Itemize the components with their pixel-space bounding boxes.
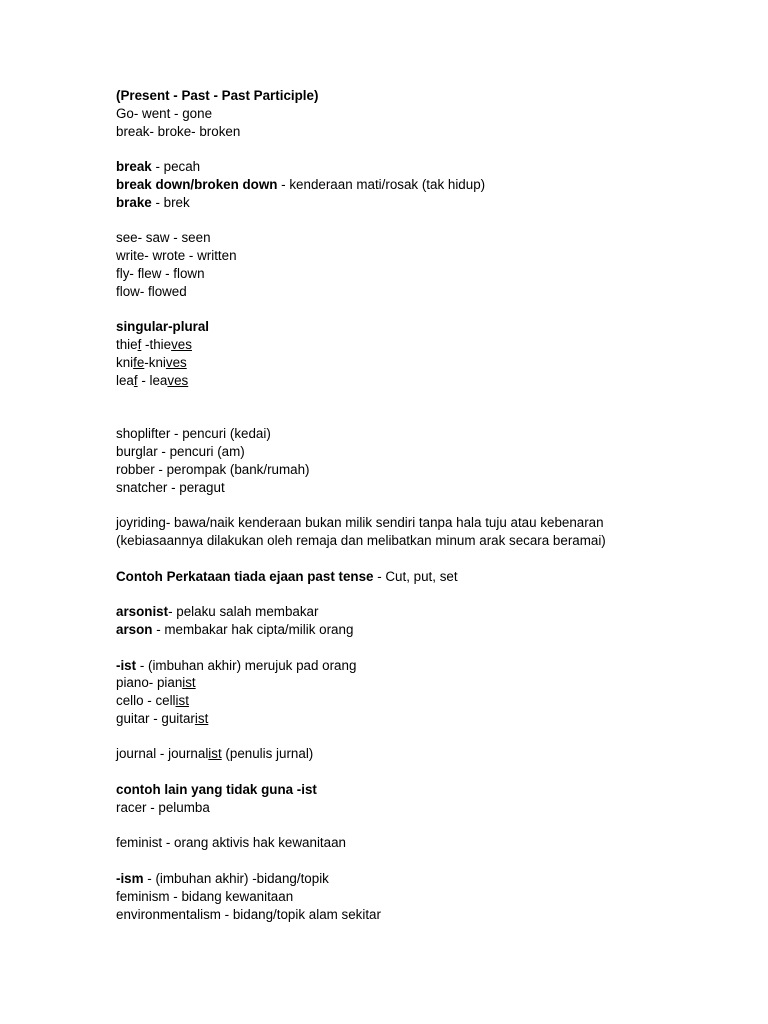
vocab-line: racer - pelumba: [116, 799, 210, 815]
definition-line: [116, 176, 756, 194]
example-line: piano- pianist: [116, 675, 196, 691]
vocab-line: environmentalism - bidang/topik alam sekitar: [116, 906, 381, 922]
definition-line: [116, 603, 756, 621]
definition-line: [116, 194, 756, 212]
term: arson: [116, 621, 153, 637]
blank-line: [116, 639, 756, 657]
blank-line: [116, 496, 756, 514]
verb-line: fly- flew - flown: [116, 265, 205, 281]
blank-line: [116, 728, 756, 746]
term: -ism: [116, 871, 144, 887]
term: Contoh Perkataan tiada ejaan past tense: [116, 568, 374, 584]
definition: - membakar hak cipta/milik orang: [152, 621, 354, 637]
definition: - kenderaan mati/rosak (tak hidup): [277, 176, 486, 192]
plural-line: thief -thieves: [116, 337, 192, 353]
vocab-line: feminist - orang aktivis hak kewanitaan: [116, 835, 346, 851]
term: -ist: [116, 657, 137, 673]
tense-line: break- broke- broken: [116, 123, 241, 139]
joyriding-line: joyriding- bawa/naik kenderaan bukan milik sendiri tanpa hala tuju atau kebenaran: [116, 515, 604, 531]
example-line: guitar - guitarist: [116, 710, 209, 726]
document-body: [116, 87, 756, 923]
blank-line: [116, 301, 756, 319]
definition-line: [116, 870, 756, 888]
example-line: journal - journalist (penulis jurnal): [116, 746, 314, 762]
blank-line: [116, 852, 756, 870]
vocab-line: snatcher - peragut: [116, 479, 225, 495]
definition-line: [116, 621, 756, 639]
definition: - Cut, put, set: [373, 568, 458, 584]
definition-line: [116, 158, 756, 176]
definition: - pecah: [151, 159, 201, 175]
definition: - (imbuhan akhir) merujuk pad orang: [136, 657, 357, 673]
plural-heading: singular-plural: [116, 319, 210, 335]
blank-line: [116, 140, 756, 158]
definition: - (imbuhan akhir) -bidang/topik: [143, 871, 329, 887]
plural-line: knife-knives: [116, 354, 187, 370]
term: brake: [116, 194, 152, 210]
definition-line: [116, 568, 756, 586]
term: arsonist: [116, 604, 169, 620]
definition-line: [116, 657, 756, 675]
term: break down/broken down: [116, 176, 278, 192]
vocab-line: robber - perompak (bank/rumah): [116, 461, 310, 477]
other-heading: contoh lain yang tidak guna -ist: [116, 782, 317, 798]
definition: - brek: [151, 194, 190, 210]
blank-line: [116, 212, 756, 230]
definition: - pelaku salah membakar: [168, 604, 319, 620]
term: break: [116, 159, 152, 175]
blank-line: [116, 817, 756, 835]
plural-line: leaf - leaves: [116, 372, 189, 388]
blank-line: [116, 585, 756, 603]
vocab-line: feminism - bidang kewanitaan: [116, 888, 294, 904]
verb-line: write- wrote - written: [116, 248, 237, 264]
blank-line: [116, 390, 756, 426]
vocab-line: shoplifter - pencuri (kedai): [116, 426, 271, 442]
tense-line: Go- went - gone: [116, 105, 213, 121]
joyriding-line: (kebiasaannya dilakukan oleh remaja dan melibatkan minum arak secara beramai): [116, 532, 606, 548]
blank-line: [116, 763, 756, 781]
verb-line: see- saw - seen: [116, 230, 211, 246]
verb-line: flow- flowed: [116, 283, 187, 299]
tenses-heading: (Present - Past - Past Participle): [116, 88, 319, 103]
example-line: cello - cellist: [116, 693, 189, 709]
vocab-line: burglar - pencuri (am): [116, 443, 245, 459]
blank-line: [116, 550, 756, 568]
